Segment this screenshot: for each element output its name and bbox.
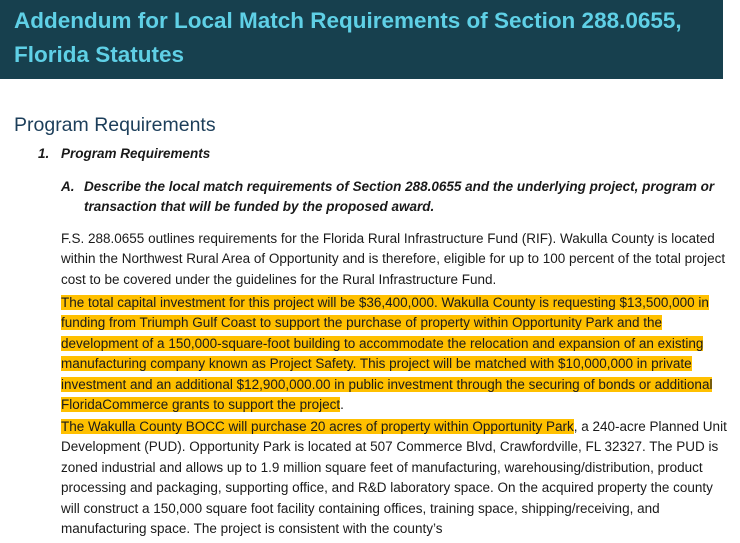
sub-item-letter: A. bbox=[61, 179, 75, 194]
paragraph-rif: F.S. 288.0655 outlines requirements for the Florida Rural Infrastructure Fund (RIF). Wakulla County is located within the Northwest Rural Area of Opportunity and is therefore, eligible for up to 100 percent of the total project cost to be covered under the guidelines for the Rural Infrastructure Fund. bbox=[61, 231, 726, 287]
list-item-1 bbox=[38, 146, 210, 161]
paragraph-investment bbox=[61, 293, 729, 415]
document-title: Addendum for Local Match Requirements of Section 288.0655, Florida Statutes bbox=[14, 8, 682, 67]
section-heading: Program Requirements bbox=[14, 114, 216, 136]
paragraph-park-details: , a 240-acre Planned Unit Development (PUD). Opportunity Park is located at 507 Commerce Blvd, Crawfordville, FL 32327. The PUD is zoned industrial and allows up to 1.9 million square feet of manufacturing, warehousing/distribution, product processing and packaging, supporting office, and R&D laboratory space. On the acquired property the county will construct a 150,000 square foot facility containing offices, training space, shipping/receiving, and manufacturing space. The project is consistent with the county’s bbox=[61, 419, 727, 537]
sub-item-a bbox=[61, 177, 729, 217]
paragraph-end-period: . bbox=[340, 397, 344, 413]
paragraph-opportunity-park bbox=[61, 417, 729, 539]
title-banner bbox=[0, 0, 723, 79]
list-item-number: 1. bbox=[38, 146, 50, 161]
highlighted-purchase-text: The Wakulla County BOCC will purchase 20 acres of property within Opportunity Park bbox=[61, 419, 574, 434]
highlighted-investment-text: The total capital investment for this project will be $36,400,000. Wakulla County is requesting $13,500,000 in funding from Triumph Gulf Coast to support the purchase of property within Opportunity Park and the development of a 150,000-square-foot building to accommodate the relocation and expansion of an existing manufacturing company known as Project Safety. This project will be matched with $10,000,000 in private investment and an additional $12,900,000.00 in public investment through the securing of bonds or additional FloridaCommerce grants to support the project bbox=[61, 295, 713, 413]
list-item-label: Program Requirements bbox=[61, 146, 211, 161]
sub-item-question: Describe the local match requirements of Section 288.0655 and the underlying project, program or transaction that will be funded by the proposed award. bbox=[84, 179, 715, 214]
